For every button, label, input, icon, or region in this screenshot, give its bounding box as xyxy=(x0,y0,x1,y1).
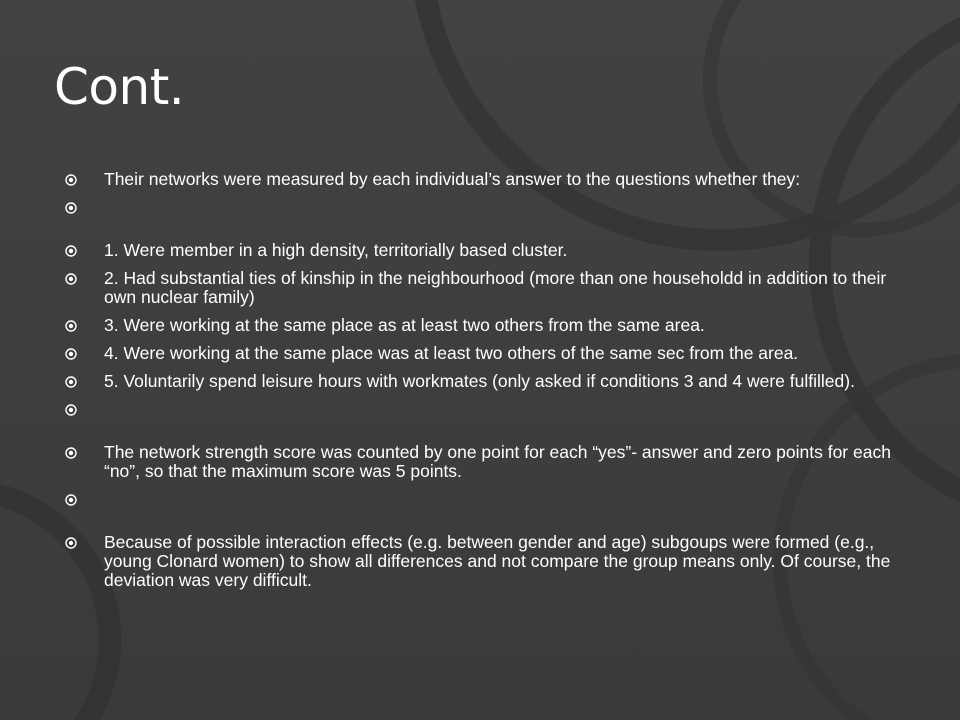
circle-bullet-icon xyxy=(64,404,78,416)
bullet-text: 2. Had substantial ties of kinship in the neighbourhood (more than one householdd in addition to their own nuclear family) xyxy=(104,268,887,307)
bullet-item xyxy=(60,170,906,189)
slide-title: Cont. xyxy=(54,58,185,116)
bullet-item xyxy=(60,344,906,363)
bullet-text: Their networks were measured by each individual’s answer to the questions whether they: xyxy=(104,169,801,189)
circle-bullet-icon xyxy=(64,376,78,388)
bullet-list xyxy=(60,170,906,599)
bullet-item xyxy=(60,316,906,335)
bullet-item xyxy=(60,533,906,590)
bullet-text: 4. Were working at the same place was at least two others of the same sec from the area. xyxy=(104,343,799,363)
bullet-text: 1. Were member in a high density, territorially based cluster. xyxy=(104,240,568,260)
bullet-item xyxy=(60,443,906,481)
bullet-item xyxy=(60,269,906,307)
circle-bullet-icon xyxy=(64,273,78,285)
circle-bullet-icon xyxy=(64,174,78,186)
bullet-text: 5. Voluntarily spend leisure hours with workmates (only asked if conditions 3 and 4 were fulfilled). xyxy=(104,371,855,391)
bullet-item xyxy=(60,241,906,260)
bullet-text: Because of possible interaction effects (e.g. between gender and age) subgoups were formed (e.g., young Clonard women) to show all differences and not compare the group means only. Of course, the deviation was very difficult. xyxy=(104,532,891,590)
bullet-text: 3. Were working at the same place as at least two others from the same area. xyxy=(104,315,705,335)
circle-bullet-icon xyxy=(64,320,78,332)
bullet-item xyxy=(60,198,906,217)
bullet-item xyxy=(60,400,906,419)
circle-bullet-icon xyxy=(64,447,78,459)
circle-bullet-icon xyxy=(64,494,78,506)
bullet-text: The network strength score was counted by one point for each “yes”- answer and zero points for each “no”, so that the maximum score was 5 points. xyxy=(104,442,891,481)
circle-bullet-icon xyxy=(64,537,78,549)
circle-bullet-icon xyxy=(64,245,78,257)
circle-bullet-icon xyxy=(64,348,78,360)
bullet-item xyxy=(60,372,906,391)
bullet-item xyxy=(60,490,906,509)
circle-bullet-icon xyxy=(64,202,78,214)
